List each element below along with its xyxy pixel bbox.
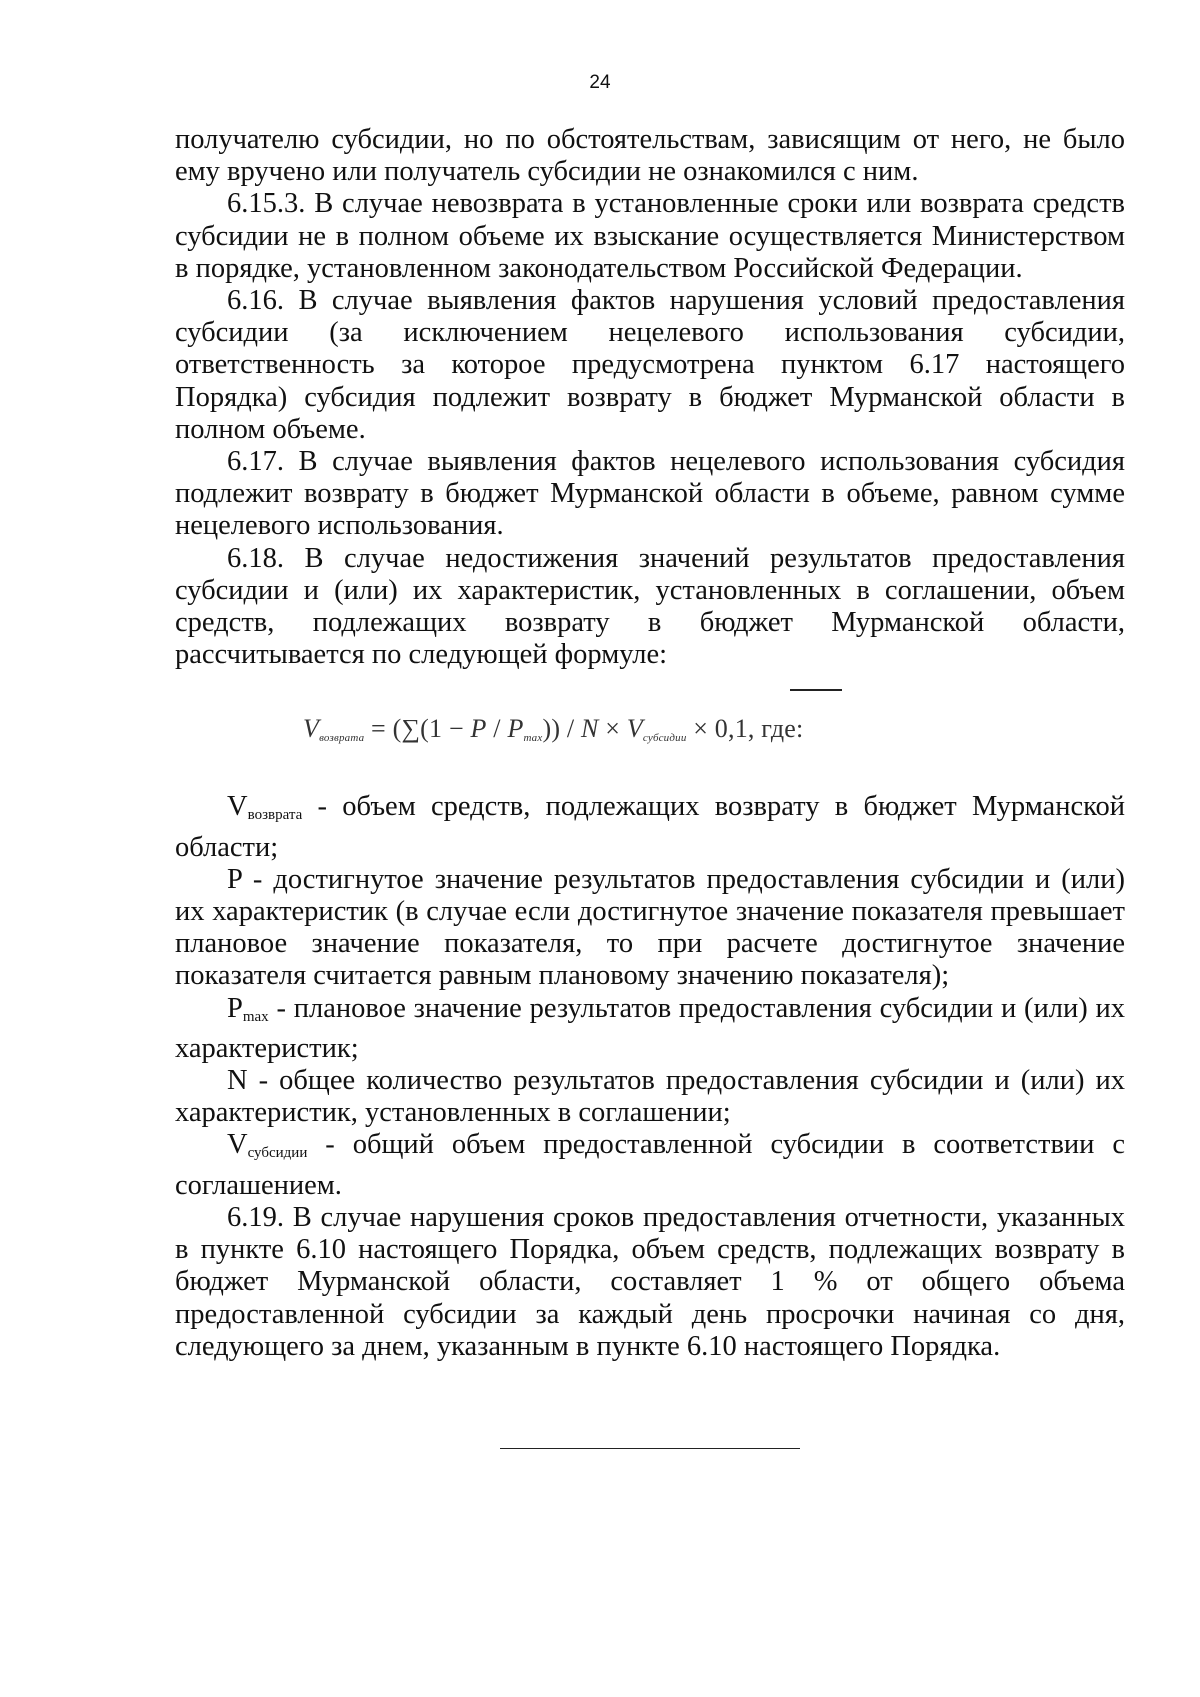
return-volume-formula: $V_{возврата} = (\sum(1 - P / P_{max})) / N \times V_{субсидии} \times 0,1$, где: xyxy=(303,714,804,745)
end-of-document-rule xyxy=(500,1448,800,1449)
definition-n: N - общее количество результатов предоставления субсидии и (или) их характеристик, установленных в соглашении; xyxy=(175,1065,1125,1129)
definition-v-subsidy: $V_{субсидии}$ - общий объем предоставленной субсидии в соответствии с соглашением. xyxy=(175,1129,1125,1201)
paragraph-6-15-3: 6.15.3. В случае невозврата в установленные сроки или возврата средств субсидии не в полном объеме их взыскание осуществляется Министерством в порядке, установленном законодательством Российской Федерации. xyxy=(175,188,1125,284)
definition-p: P - достигнутое значение результатов предоставления субсидии и (или) их характеристик (в случае если достигнутое значение показателя превышает плановое значение показателя, то при расчете достигнутое значение показателя считается равным плановому значению показателя); xyxy=(175,863,1125,992)
definition-pmax: $P_{max}$ - плановое значение результатов предоставления субсидии и (или) их характеристик; xyxy=(175,992,1125,1064)
paragraph-6-16: 6.16. В случае выявления фактов нарушения условий предоставления субсидии (за исключением нецелевого использования субсидии, ответственность за которое предусмотрена пунктом 6.17 настоящего Порядка) субсидия подлежит возврату в бюджет Мурманской области в полном объеме. xyxy=(175,285,1125,445)
document-body xyxy=(175,124,1125,1363)
definition-v-return: $V_{возврата}$ - объем средств, подлежащих возврату в бюджет Мурманской области; xyxy=(175,791,1125,863)
formula-block xyxy=(175,671,1125,791)
paragraph-6-17: 6.17. В случае выявления фактов нецелевого использования субсидия подлежит возврату в бюджет Мурманской области в объеме, равном сумме нецелевого использования. xyxy=(175,446,1125,542)
formula-overline xyxy=(790,689,842,691)
paragraph-6-19: 6.19. В случае нарушения сроков предоставления отчетности, указанных в пункте 6.10 настоящего Порядка, объем средств, подлежащих возврату в бюджет Мурманской области, составляет 1 % от общего объема предоставленной субсидии за каждый день просрочки начиная со дня, следующего за днем, указанным в пункте 6.10 настоящего Порядка. xyxy=(175,1201,1125,1362)
page-number: 24 xyxy=(589,72,611,93)
paragraph-6-18: 6.18. В случае недостижения значений результатов предоставления субсидии и (или) их характеристик, установленных в соглашении, объем средств, подлежащих возврату в бюджет Мурманской области, рассчитывается по следующей формуле: xyxy=(175,542,1125,671)
paragraph-continuation: получателю субсидии, но по обстоятельствам, зависящим от него, не было ему вручено или получатель субсидии не ознакомился с ним. xyxy=(175,124,1125,188)
